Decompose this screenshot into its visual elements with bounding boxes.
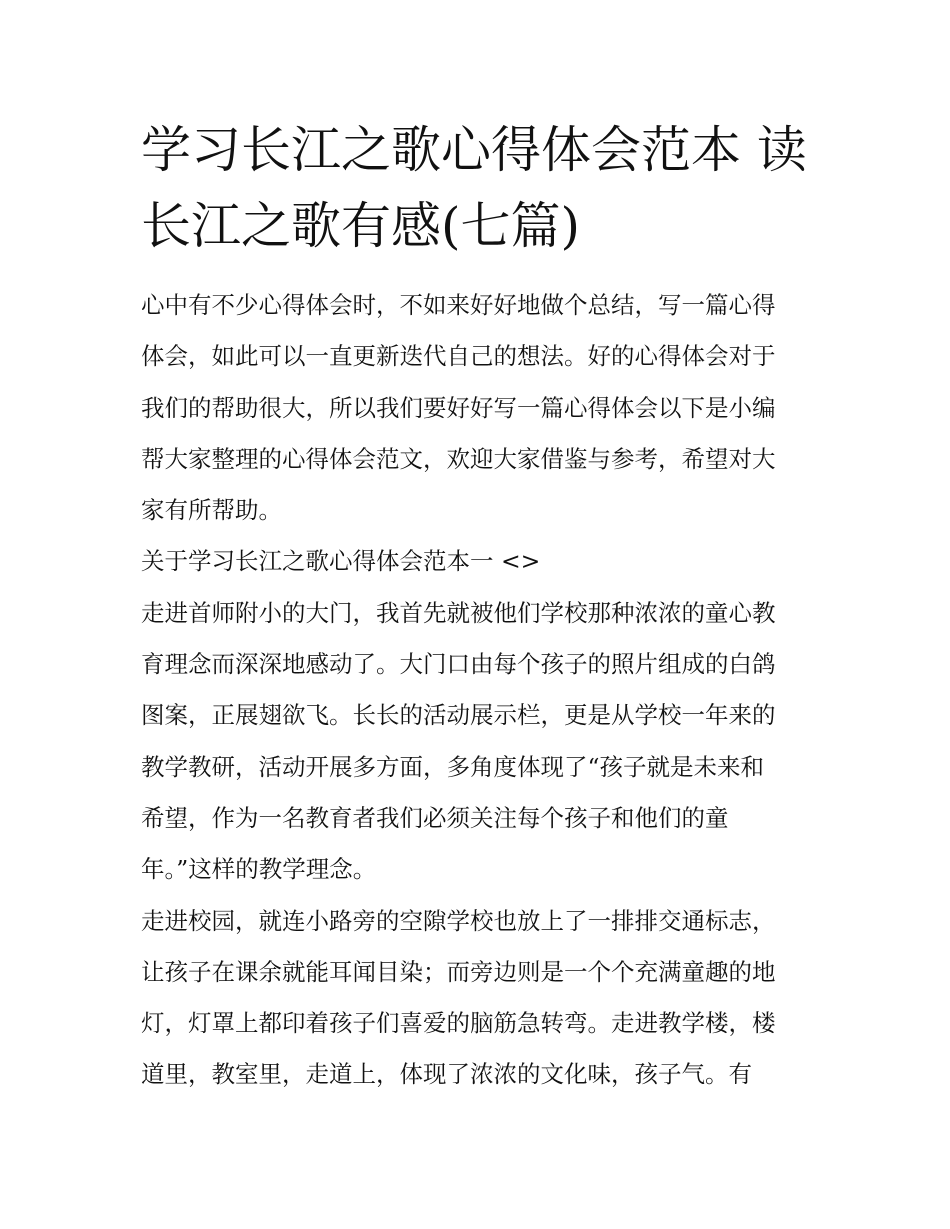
paragraph-campus (141, 896, 813, 1101)
text-line: 图案，正展翅欲飞。长长的活动展示栏，更是从学校一年来的 (141, 701, 776, 730)
text-line: 帮大家整理的心得体会范文，欢迎大家借鉴与参考，希望对大 (141, 444, 776, 473)
text-line: 体会，如此可以一直更新迭代自己的想法。好的心得体会对于 (141, 342, 776, 371)
text-line: 让孩子在课余就能耳闻目染；而旁边则是一个个充满童趣的地 (141, 957, 776, 986)
title-line: 长江之歌有感(七篇) (141, 197, 581, 255)
text-line: 心中有不少心得体会时，不如来好好地做个总结，写一篇心得 (141, 291, 776, 319)
text-line: 教学教研，活动开展多方面，多角度体现了“孩子就是未来和 (141, 752, 765, 781)
text-line: 我们的帮助很大，所以我们要好好写一篇心得体会以下是小编 (141, 393, 776, 422)
text-line: 希望，作为一名教育者我们必须关注每个孩子和他们的童 (141, 803, 729, 832)
title-line: 学习长江之歌心得体会范本 读 (141, 121, 807, 179)
paragraph-intro (141, 280, 813, 536)
text-line: 年。”这样的教学理念。 (141, 855, 377, 884)
section-heading (141, 536, 813, 587)
text-line: 道里，教室里，走道上，体现了浓浓的文化味，孩子气。有 (141, 1060, 752, 1089)
text-line: 育理念而深深地感动了。大门口由每个孩子的照片组成的白鸽 (141, 650, 776, 679)
text-line: 灯，灯罩上都印着孩子们喜爱的脑筋急转弯。走进教学楼，楼 (141, 1009, 776, 1038)
text-line: 关于学习长江之歌心得体会范本一 <> (141, 547, 541, 576)
document-body (141, 280, 813, 1101)
paragraph-gate (141, 588, 813, 896)
document-title (141, 112, 821, 264)
document-page (141, 112, 813, 1101)
text-line: 走进校园，就连小路旁的空隙学校也放上了一排排交通标志， (141, 906, 776, 935)
text-line: 走进首师附小的大门，我首先就被他们学校那种浓浓的童心教 (141, 598, 776, 627)
text-line: 家有所帮助。 (141, 496, 282, 525)
